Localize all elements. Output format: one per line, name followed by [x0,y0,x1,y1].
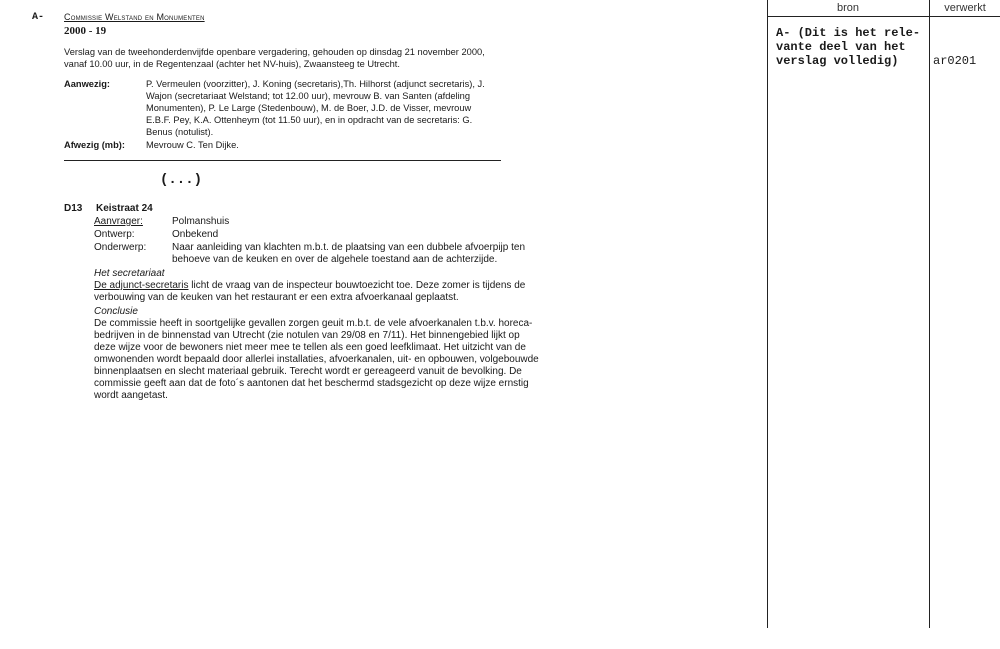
present-line-3: Monumenten), P. Le Large (Stedenbouw), M. de Boer, J.D. de Visser, mevrouw [146,103,472,113]
item-code: D13 [64,203,83,214]
column-header-bron: bron [836,2,860,14]
conclusion-line-4: omwonenden wordt bepaald door allerlei installaties, afvoerkanalen, uit- en opbouwen, volgebouwde [94,354,539,365]
subject-label: Onderwerp: [94,242,147,253]
secretariat-line-1 [94,280,525,292]
conclusion-line-5: binnenplaatsen en slecht materiaal gebruik. Terecht wordt er gereageerd vanuit de bevolking. De [94,366,522,377]
register-column-divider [929,0,930,628]
secretariat-heading: Het secretariaat [94,268,165,279]
subject-line-2: behoeve van de keuken en over de algehele toestand aan de achterzijde. [172,254,498,265]
secretariat-line-1-rest: licht de vraag van de inspecteur bouwtoezicht toe. Deze zomer is tijdens de [188,280,526,291]
conclusion-heading: Conclusie [94,306,138,317]
report-line-2: vanaf 10.00 uur, in de Regentenzaal (achter het NV-huis), Zwaansteeg te Utrecht. [64,59,400,69]
section-divider [64,160,501,161]
present-line-5: Benus (notulist). [146,127,214,137]
margin-marker: A- [32,12,45,23]
conclusion-line-6: commissie geeft aan dat de foto´s aantonen dat het beschermd stadsgezicht op deze wijze ernstig [94,378,529,389]
commission-title: Commissie Welstand en Monumenten [64,12,205,22]
report-line-1: Verslag van de tweehonderdenvijfde openbare vergadering, gehouden op dinsdag 21 november 2000, [64,47,485,57]
item-title: Keistraat 24 [96,203,153,214]
secretariat-subject: De adjunct-secretaris [94,280,189,291]
processed-reference: ar0201 [933,54,977,68]
register-left-border [767,0,768,628]
secretariat-line-2: verbouwing van de keuken van het restaurant er een extra afvoerkanaal geplaatst. [94,292,459,303]
conclusion-line-3: deze wijze voor de bewoners niet meer mee te tellen als een goed leefklimaat. Het uitzicht van de [94,342,526,353]
present-label: Aanwezig: [64,79,110,89]
applicant-value: Polmanshuis [172,216,230,227]
subject-line-1: Naar aanleiding van klachten m.b.t. de plaatsing van een dubbele afvoerpijp ten [172,242,526,253]
source-note-line-1: A- (Dit is het rele- [776,26,921,40]
applicant-label: Aanvrager: [94,216,143,227]
conclusion-line-2: bedrijven in de binnenstad van Utrecht (zie notulen van 29/08 en 7/11). Het binnengebied lijkt op [94,330,520,341]
design-label: Ontwerp: [94,229,135,240]
present-line-4: E.B.F. Pey, K.A. Ottenheym (tot 11.50 uur), en in opdracht van de secretaris: G. [146,115,473,125]
conclusion-line-7: wordt aangetast. [94,390,168,401]
design-value: Onbekend [172,229,219,240]
absent-value: Mevrouw C. Ten Dijke. [146,140,239,150]
source-note-line-2: vante deel van het [776,40,906,54]
register-header-rule [767,16,1000,17]
absent-label: Afwezig (mb): [64,140,125,150]
source-note-line-3: verslag volledig) [776,54,899,68]
conclusion-line-1: De commissie heeft in soortgelijke gevallen zorgen geuit m.b.t. de vele afvoerkanalen t.b.v. horeca- [94,318,533,329]
document-number: 2000 - 19 [64,25,107,37]
column-header-verwerkt: verwerkt [944,2,986,14]
present-line-2: Wajon (secretariaat Welstand; tot 12.00 uur), mevrouw B. van Santen (afdeling [146,91,471,101]
ellipsis-mark: (...) [160,172,203,188]
present-line-1: P. Vermeulen (voorzitter), J. Koning (secretaris),Th. Hilhorst (adjunct secretaris), J. [146,79,485,89]
